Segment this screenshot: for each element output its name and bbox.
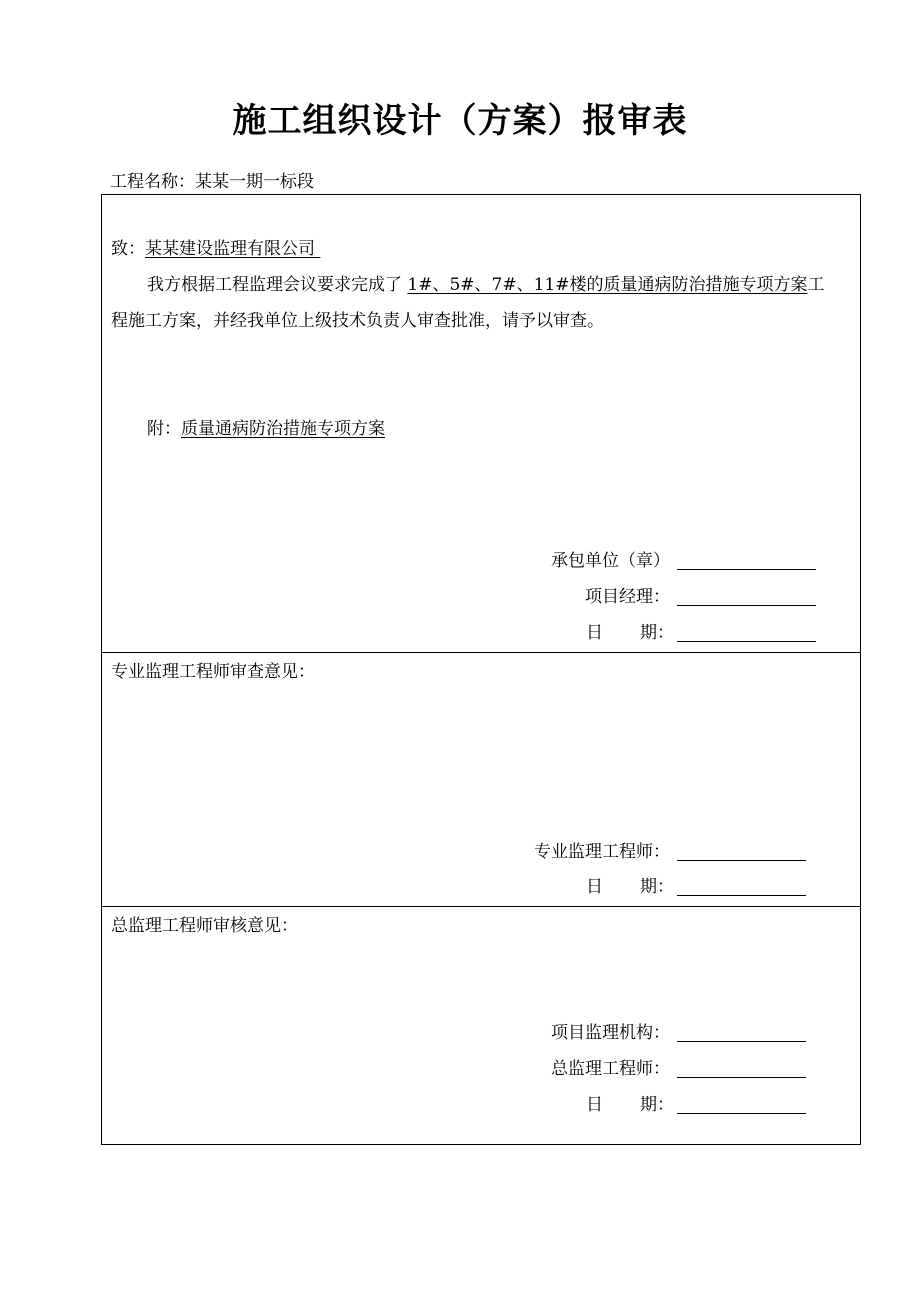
date-label-a: 日 [586, 623, 603, 643]
manager-signature-row [102, 585, 862, 611]
form-title: 施工组织设计（方案）报审表 [232, 101, 688, 141]
date-label-b: 期： [640, 623, 674, 643]
date-label-b: 期： [640, 877, 674, 897]
date-line-3[interactable] [677, 1113, 806, 1114]
chief-label: 总监理工程师： [551, 1059, 670, 1079]
org-signature-row [102, 1021, 862, 1047]
chief-signature-row [102, 1057, 862, 1083]
chief-review-section [101, 906, 861, 1145]
contractor-signature-row [102, 549, 862, 575]
addressee-label: 致： [111, 239, 145, 259]
submission-section [101, 194, 861, 653]
chief-signature-line[interactable] [677, 1077, 806, 1078]
attachment-label: 附： [147, 419, 181, 439]
body-subject: 1#、5#、7#、11#楼的质量通病防治措施专项方案 [407, 275, 808, 295]
date-label-a: 日 [586, 877, 603, 897]
addressee-line [111, 237, 320, 261]
body-line-1 [147, 273, 824, 297]
engineer-signature-row [102, 840, 862, 866]
org-signature-line[interactable] [677, 1041, 806, 1042]
attachment-line [147, 417, 385, 441]
date-label-b: 期： [640, 1095, 674, 1115]
body-line-2: 程施工方案，并经我单位上级技术负责人审查批准，请予以审查。 [111, 311, 604, 331]
date-label-a: 日 [586, 1095, 603, 1115]
manager-label: 项目经理： [585, 587, 670, 607]
project-name-line [110, 170, 314, 194]
attachment-value: 质量通病防治措施专项方案 [181, 419, 385, 439]
date-row-3 [102, 1093, 862, 1119]
date-row-1 [102, 621, 862, 647]
manager-signature-line[interactable] [677, 605, 816, 606]
project-name-label: 工程名称： [110, 172, 195, 192]
engineer-signature-line[interactable] [677, 860, 806, 861]
engineer-review-section [101, 652, 861, 907]
chief-review-heading: 总监理工程师审核意见： [111, 916, 298, 936]
body-line1-suffix: 工 [807, 275, 825, 295]
addressee-value: 某某建设监理有限公司 [145, 239, 315, 259]
contractor-signature-line[interactable] [677, 569, 816, 570]
body-prefix: 我方根据工程监理会议要求完成了 [147, 275, 402, 295]
date-line-1[interactable] [677, 641, 816, 642]
contractor-label: 承包单位（章） [551, 551, 670, 571]
project-name-value: 某某一期一标段 [195, 172, 314, 192]
date-line-2[interactable] [677, 895, 806, 896]
date-row-2 [102, 875, 862, 901]
engineer-label: 专业监理工程师： [534, 842, 670, 862]
org-label: 项目监理机构： [551, 1023, 670, 1043]
engineer-review-heading: 专业监理工程师审查意见： [111, 662, 315, 682]
